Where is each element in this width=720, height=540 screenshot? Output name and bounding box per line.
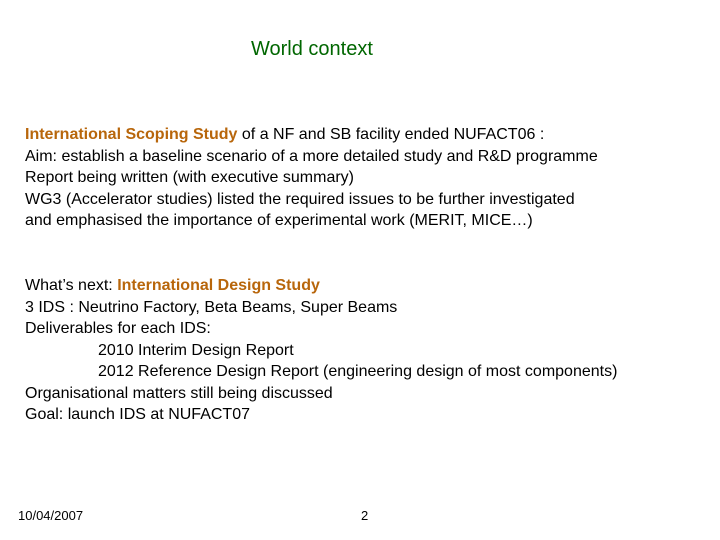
reference-report-line: 2012 Reference Design Report (engineering design of most components) (98, 363, 618, 380)
scoping-study-text: of a NF and SB facility ended NUFACT06 : (237, 126, 545, 143)
scoping-study-line (25, 124, 598, 146)
experimental-work-line: and emphasised the importance of experimental work (MERIT, MICE…) (25, 212, 533, 229)
ids-list-line: 3 IDS : Neutrino Factory, Beta Beams, Super Beams (25, 298, 398, 316)
footer-date: 10/04/2007 (18, 508, 84, 523)
slide-title: World context (251, 38, 373, 60)
goal-line: Goal: launch IDS at NUFACT07 (25, 406, 250, 423)
scoping-study-highlight: International Scoping Study (25, 126, 238, 143)
report-line: Report being written (with executive summary) (25, 169, 355, 186)
page-number: 2 (361, 508, 369, 523)
organisational-line: Organisational matters still being discussed (25, 384, 333, 402)
deliverables-line: Deliverables for each IDS: (25, 320, 211, 337)
whats-next-prefix: What’s next: (25, 277, 118, 294)
design-study-highlight: International Design Study (117, 277, 320, 294)
design-study-section (25, 275, 617, 426)
interim-report-line: 2010 Interim Design Report (98, 341, 294, 359)
scoping-study-section (25, 124, 598, 232)
whats-next-line (25, 275, 617, 297)
wg3-line: WG3 (Accelerator studies) listed the required issues to be further investigated (25, 190, 575, 208)
aim-line: Aim: establish a baseline scenario of a more detailed study and R&D programme (25, 147, 598, 165)
